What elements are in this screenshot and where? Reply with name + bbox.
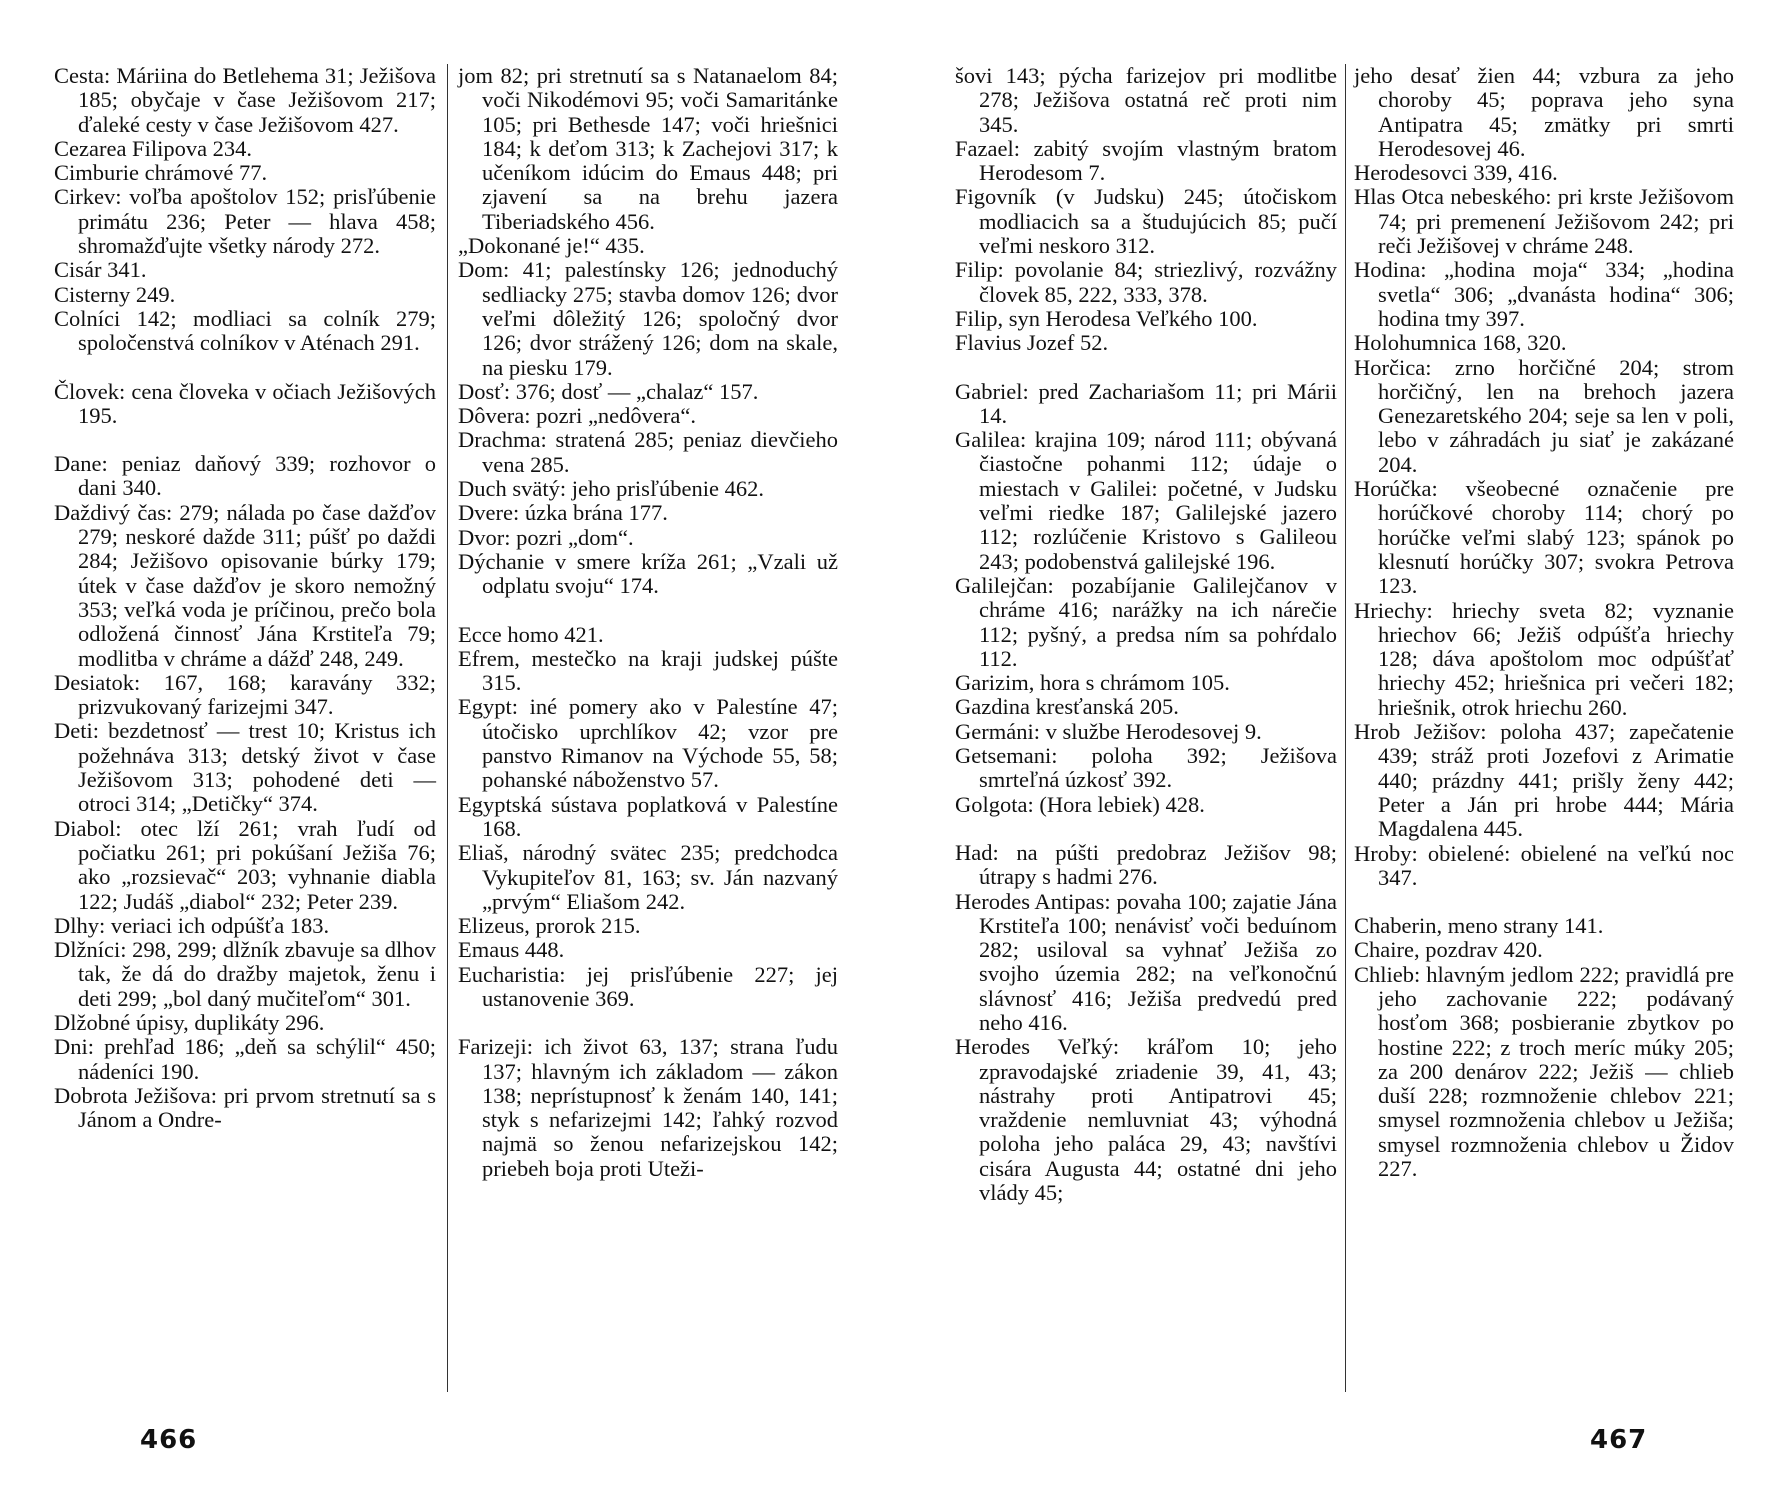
- left-page-column-rule: [447, 64, 448, 1392]
- left-page-column-1: [54, 64, 436, 1132]
- index-entry: Herodes Antipas: povaha 100; zajatie Jána Krstiteľa 100; nenávisť voči beduínom 282; usiloval sa vyhnať Ježiša zo svojho územia 282; na veľkonočnú slávnosť 416; Ježiša predvedú pred neho 416.: [955, 888, 1337, 1035]
- index-entry: Dni: prehľad 186; „deň sa schýlil“ 450; nádeníci 190.: [54, 1034, 436, 1084]
- index-entry: Efrem, mestečko na kraji judskej púšte 315.: [458, 645, 838, 696]
- index-entry: Eucharistia: jej prisľúbenie 227; jej ustanovenie 369.: [458, 961, 838, 1011]
- index-entry: Colníci 142; modliaci sa colník 279; spoločenstvá colníkov v Aténach 291.: [54, 305, 436, 356]
- index-entry: Drachma: stratená 285; peniaz dievčieho vena 285.: [458, 427, 838, 477]
- index-entry: Človek: cena človeka v očiach Ježišových 195.: [54, 378, 436, 428]
- index-entry: Dýchanie v smere kríža 261; „Vzali už odplatu svoju“ 174.: [458, 548, 838, 599]
- index-entry: Herodes Veľký: kráľom 10; jeho zpravodajské zriadenie 39, 41, 43; nástrahy proti Antipatrovi 45; vraždenie nemluvniat 43; výhodná poloha jeho paláca 29, 43; navštívi cisára Augusta 44; ostatné dni jeho vlády 45;: [955, 1034, 1337, 1206]
- right-page-column-2: [1354, 64, 1734, 1181]
- index-entry: Gabriel: pred Zachariašom 11; pri Márii 14.: [955, 378, 1337, 428]
- index-entry: Desiatok: 167, 168; karavány 332; prizvukovaný farizejmi 347.: [54, 669, 436, 720]
- index-entry: Cisterny 249.: [54, 281, 176, 307]
- index-entry: Chlieb: hlavným jedlom 222; pravidlá pre jeho zachovanie 222; podávaný hosťom 368; posbieranie zbytkov po hostine 222; z troch meríc múky 205; za 200 denárov 222; Ježiš — chlieb duší 228; rozmnoženie chlebov 221; smysel rozmnoženia chlebov u Ježiša; smysel rozmnoženia chlebov u Židov 227.: [1354, 961, 1734, 1182]
- index-entry: Galilejčan: pozabíjanie Galilejčanov v chráme 416; narážky na ich nárečie 112; pyšný, a predsa ním sa pohŕdalo 112.: [955, 572, 1337, 671]
- index-entry: Gazdina kresťanská 205.: [955, 694, 1179, 720]
- index-entry: šovi 143; pýcha farizejov pri modlitbe 278; Ježišova ostatná reč proti nim 345.: [955, 63, 1337, 137]
- index-entry: Cisár 341.: [54, 257, 147, 283]
- index-entry: Elizeus, prorok 215.: [458, 913, 641, 939]
- index-entry: Horčica: zrno horčičné 204; strom horčičný, len na brehoch jazera Genezaretského 204; seje sa len v poli, lebo v záhradách ju siať je zakázané 204.: [1354, 354, 1734, 477]
- index-entry: Garizim, hora s chrámom 105.: [955, 670, 1230, 696]
- index-entry: Hrob Ježišov: poloha 437; zapečatenie 439; stráž proti Jozefovi z Arimatie 440; prázdny 441; prišly ženy 442; Peter a Ján pri hrobe 444; Mária Magdalena 445.: [1354, 719, 1734, 842]
- index-entry: Hroby: obielené: obielené na veľkú noc 347.: [1354, 840, 1734, 890]
- index-entry: Dosť: 376; dosť — „chalaz“ 157.: [458, 378, 759, 404]
- index-entry: Dvere: úzka brána 177.: [458, 500, 668, 526]
- index-entry: Filip: povolanie 84; striezlivý, rozvážny človek 85, 222, 333, 378.: [955, 257, 1337, 307]
- right-page-number: 467: [1590, 1425, 1648, 1455]
- index-entry: Chaberin, meno strany 141.: [1354, 913, 1604, 939]
- index-entry: Dlžníci: 298, 299; dlžník zbavuje sa dlhov tak, že dá do dražby majetok, ženu i deti 299; „bol daný mučiteľom“ 301.: [54, 937, 436, 1011]
- index-entry: Figovník (v Judsku) 245; útočiskom modliacich sa a študujúcich 85; pučí veľmi neskoro 312.: [955, 184, 1337, 259]
- left-page-column-2: [458, 64, 838, 1181]
- left-page-number: 466: [140, 1425, 198, 1455]
- index-entry: Herodesovci 339, 416.: [1354, 160, 1558, 186]
- index-entry: Ecce homo 421.: [458, 621, 604, 647]
- right-page-column-rule: [1345, 64, 1346, 1392]
- index-entry: Fazael: zabitý svojím vlastným bratom Herodesom 7.: [955, 135, 1337, 186]
- index-entry: Dlhy: veriaci ich odpúšťa 183.: [54, 912, 330, 938]
- index-entry: Dlžobné úpisy, duplikáty 296.: [54, 1009, 325, 1035]
- right-page-column-1: [955, 64, 1337, 1205]
- index-entry: Golgota: (Hora lebiek) 428.: [955, 791, 1205, 817]
- index-entry: Egyptská sústava poplatková v Palestíne 168.: [458, 791, 838, 841]
- index-entry: Cimburie chrámové 77.: [54, 160, 268, 186]
- index-entry: Flavius Jozef 52.: [955, 330, 1109, 356]
- index-entry: Farizeji: ich život 63, 137; strana ľudu 137; hlavným ich základom — zákon 138; neprístupnosť k ženám 140, 141; styk s nefarizejmi 142; ľahký rozvod najmä so ženou nefarizejskou 142; priebeh boja proti Uteži-: [458, 1034, 838, 1181]
- index-entry: Cezarea Filipova 234.: [54, 135, 253, 161]
- index-entry: Hlas Otca nebeského: pri krste Ježišovom 74; pri premenení Ježišovom 242; pri reči Ježišovej v chráme 248.: [1354, 184, 1734, 259]
- index-entry: Getsemani: poloha 392; Ježišova smrteľná úzkosť 392.: [955, 743, 1337, 793]
- index-entry: Emaus 448.: [458, 937, 565, 963]
- index-entry: Germáni: v službe Herodesovej 9.: [955, 718, 1262, 744]
- index-entry: Dôvera: pozri „nedôvera“.: [458, 403, 696, 429]
- index-entry: Dom: 41; palestínsky 126; jednoduchý sedliacky 275; stavba domov 126; dvor veľmi dôležitý 126; spoločný dvor 126; dvor strážený 126; dom na skale, na piesku 179.: [458, 257, 838, 380]
- index-entry: Diabol: otec lží 261; vrah ľudí od počiatku 261; pri pokúšaní Ježiša 76; ako „rozsievač“ 203; vyhnanie diabla 122; Judáš „diabol“ 232; Peter 239.: [54, 815, 436, 914]
- index-entry: Hriechy: hriechy sveta 82; vyznanie hriechov 66; Ježiš odpúšťa hriechy 128; dáva apoštolom moc odpúšťať hriechy 452; hriešnica pri večeri 182; hriešnik, otrok hriechu 260.: [1354, 597, 1734, 720]
- index-entry: Hodina: „hodina moja“ 334; „hodina svetla“ 306; „dvanásta hodina“ 306; hodina tmy 397.: [1354, 257, 1734, 331]
- index-entry: Galilea: krajina 109; národ 111; obývaná čiastočne pohanmi 112; údaje o miestach v Galilei: početné, v Judsku veľmi riedke 187; Galilejské jazero 112; rozlúčenie Kristovo s Galileou 243; podobenstvá galilejské 196.: [955, 427, 1337, 574]
- index-entry: Daždivý čas: 279; nálada po čase dažďov 279; neskoré dažde 311; púšť po daždi 284; Ježišovo opisovanie búrky 179; útek v čase dažďov je skoro nemožný 353; veľká voda je príčinou, prečo bola odložená činnosť Jána Krstiteľa 79; modlitba v chráme a dážď 248, 249.: [54, 499, 436, 671]
- index-entry: Had: na púšti predobraz Ježišov 98; útrapy s hadmi 276.: [955, 839, 1337, 890]
- index-entry: „Dokonané je!“ 435.: [458, 233, 645, 259]
- index-entry: Horúčka: všeobecné označenie pre horúčkové choroby 114; chorý po horúčke veľmi slabý 123; spánok po klesnutí horúčky 307; svokra Petrova 123.: [1354, 476, 1734, 599]
- index-entry: Duch svätý: jeho prisľúbenie 462.: [458, 476, 764, 502]
- index-entry: jeho desať žien 44; vzbura za jeho choroby 45; poprava jeho syna Antipatra 45; zmätky pri smrti Herodesovej 46.: [1354, 63, 1734, 161]
- index-entry: jom 82; pri stretnutí sa s Natanaelom 84; voči Nikodémovi 95; voči Samaritánke 105; pri Bethesde 147; voči hriešnici 184; k deťom 313; k Zachejovi 317; k učeníkom idúcim do Emaus 448; pri zjavení sa na brehu jazera Tiberiadského 456.: [458, 63, 838, 234]
- index-entry: Holohumnica 168, 320.: [1354, 330, 1567, 356]
- index-entry: Cirkev: voľba apoštolov 152; prisľúbenie primátu 236; Peter — hlava 458; shromažďujte všetky národy 272.: [54, 184, 436, 259]
- index-entry: Eliaš, národný svätec 235; predchodca Vykupiteľov 81, 163; sv. Ján nazvaný „prvým“ Eliašom 242.: [458, 840, 838, 914]
- index-entry: Filip, syn Herodesa Veľkého 100.: [955, 305, 1258, 331]
- index-entry: Dobrota Ježišova: pri prvom stretnutí sa s Jánom a Ondre-: [54, 1082, 436, 1133]
- index-entry: Dvor: pozri „dom“.: [458, 524, 634, 550]
- index-entry: Egypt: iné pomery ako v Palestíne 47; útočisko uprchlíkov 42; vzor pre panstvo Rimanov na Východe 55, 58; pohanské náboženstvo 57.: [458, 694, 838, 793]
- index-entry: Deti: bezdetnosť — trest 10; Kristus ich požehnáva 313; detský život v čase Ježišovom 313; pohodené deti — otroci 314; „Detičky“ 374.: [54, 718, 436, 817]
- index-entry: Cesta: Máriina do Betlehema 31; Ježišova 185; obyčaje v čase Ježišovom 217; ďaleké cesty v čase Ježišovom 427.: [54, 63, 436, 137]
- index-entry: Dane: peniaz daňový 339; rozhovor o dani 340.: [54, 451, 436, 501]
- index-entry: Chaire, pozdrav 420.: [1354, 937, 1543, 963]
